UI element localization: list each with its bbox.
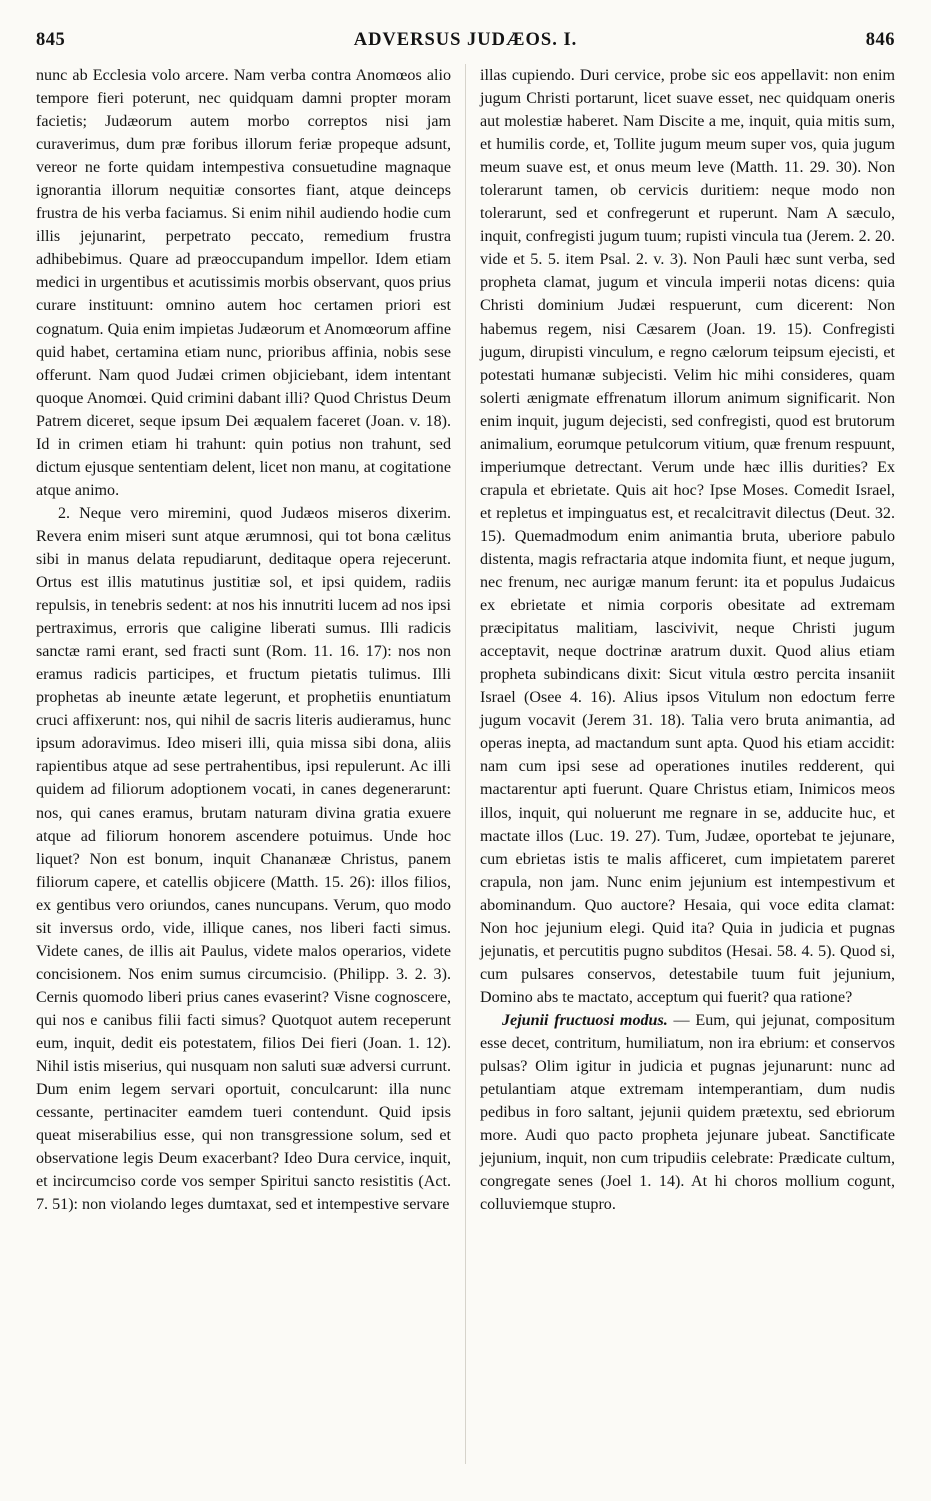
right-column bbox=[480, 64, 895, 1216]
section-body: — Eum, qui jejunat, compositum esse decet, contritum, humiliatum, non ira ebrium: et conservos pulsas? Olim igitur in judicia et pugnas jejunarunt: nunc ad petulantiam atque extremam intemperantiam, dum nudis pedibus in foro saltant, jejunii quidem prætextu, sed ebriorum more. Audi quo pacto propheta jejunare jubeat. Sanctificate jejunium, inquit, non cum tripudiis celebrate: Prædicate cultum, congregate senes (Joel 1. 14). At hi choros mollium cogunt, colluviemque stupro. bbox=[480, 1011, 895, 1214]
section-paragraph bbox=[480, 1009, 895, 1216]
page-number-right: 846 bbox=[865, 30, 895, 50]
page-number-left: 845 bbox=[36, 30, 66, 50]
paragraph: 2. Neque vero miremini, quod Judæos miseros dixerim. Revera enim miseri sunt atque ærumnosi, qui tot bona cælitus sibi in manus delata repudiarunt, deditaque opera rejecerunt. Ortus est illis matutinus justitiæ sol, et ipsi quidem, radiis repulsis, in tenebris sedent: at nos his innutriti lucem ad nos ipsi pertraximus, erroris que caligine liberati sumus. Illi radicis sanctæ rami erant, sed fracti sunt (Rom. 11. 16. 17): nos non eramus radicis participes, et fructum pietatis tulimus. Illi prophetas ab ineunte ætate legerunt, et prophetiis enuntiatum cruci affixerunt: nos, qui nihil de sacris literis audieramus, hunc ipsum adoravimus. Ideo miseri illi, quia missa sibi dona, aliis rapientibus atque ad sese pertrahentibus, ipsi repulerunt. Ac illi quidem ad filiorum adoptionem vocati, in canes degenerarunt: nos, qui canes eramus, brutam naturam divina gratia exuere atque ad filiorum honorem ascendere potuimus. Unde hoc liquet? Non est bonum, inquit Chananææ Christus, panem filiorum capere, et catellis objicere (Matth. 15. 26): illos filios, ex gentibus vero oriundos, canes nuncupans. Verum, quo modo sit inversus ordo, vide, illique canes, nos liberi facti simus. Videte canes, de illis ait Paulus, videte malos operarios, videte concisionem. Nos enim sumus circumcisio. (Philipp. 3. 2. 3). Cernis quomodo liberi prius canes evaserint? Visne cognoscere, qui nos e canibus filii facti simus? Quotquot autem receperunt eum, inquit, dedit eis potestatem, filios Dei fieri (Joan. 1. 12). Nihil istis miserius, qui nusquam non saluti suæ adversi currunt. Dum enim legem servari oportuit, conculcarunt: illa nunc cessante, pertinaciter eamdem tueri contendunt. Quid ipsis queat miserabilius esse, qui non transgressione solum, sed et observatione legis Deum exacerbant? Ideo Dura cervice, inquit, et incircumciso corde vos semper Spiritui sancto resistitis (Act. 7. 51): non violando leges dumtaxat, sed et intempestive servare bbox=[36, 504, 451, 1214]
paragraph: nunc ab Ecclesia volo arcere. Nam verba contra Anomœos alio tempore fieri poterunt, nec quidquam damni propter moram facietis; Judæorum autem morbo correptos nisi jam curaverimus, dum præ foribus illorum feriæ propeque adsunt, vereor ne forte quidam intempestiva consuetudine magnaque ignorantia illorum nequitiæ consortes fiant, atque deinceps frustra de his verba faciamus. Si enim nihil audiendo hodie cum illis jejunarint, perpetrato peccato, remedium frustra adhibebimus. Quare ad præoccupandum impellor. Idem etiam medici in urgentibus et acutissimis morbis observant, quos prius curare instituunt: omnino autem hoc certamen priori est cognatum. Quia enim impietas Judæorum et Anomœorum affine quid habet, certamina etiam nunc, prioribus affinia, nobis sese offerunt. Nam quod Judæi crimen objiciebant, idem intentant quoque Anomœi. Quid crimini dabant illi? Quod Christus Deum Patrem diceret, seque ipsum Dei æqualem faceret (Joan. v. 18). Id in crimen etiam hi trahunt: quin potius non trahunt, sed dictum ejusque sententiam delent, licet non manu, at cogitatione atque animo. bbox=[36, 67, 451, 499]
running-title: ADVERSUS JUDÆOS. I. bbox=[353, 30, 578, 50]
running-header bbox=[36, 30, 895, 56]
column-divider bbox=[465, 64, 466, 1464]
left-column bbox=[36, 64, 451, 1216]
section-title: Jejunii fructuosi modus. bbox=[502, 1011, 668, 1029]
paragraph: illas cupiendo. Duri cervice, probe sic eos appellavit: non enim jugum Christi portarunt, licet suave esset, nec quidquam oneris aut molestiæ haberet. Nam Discite a me, inquit, quia mitis sum, et humilis corde, et, Tollite jugum meum super vos, quia jugum meum suave est, et onus meum leve (Matth. 11. 29. 30). Non tolerarunt tamen, ob cervicis duritiem: neque modo non tolerarunt, sed et confregerunt et ruperunt. Nam A sæculo, inquit, confregisti jugum tuum; rupisti vincula tua (Jerem. 2. 20. vide et 5. 5. item Psal. 2. v. 3). Non Pauli hæc sunt verba, sed propheta clamat, jugum et vincula imperii notas dicens: quia Christi dominium Judæi respuerunt, cum dicerent: Non habemus regem, nisi Cæsarem (Joan. 19. 15). Confregisti jugum, dirupisti vinculum, e regno cælorum teipsum ejecisti, et potestati humanæ subjecisti. Velim hic mihi consideres, quam solerti ænigmate effrenatum illorum animum significarit. Non enim inquit, jugum dejecisti, sed confregisti, quod est brutorum animalium, eorumque petulcorum vitium, quæ frenum respuunt, imperiumque detrectant. Verum unde hæc illis durities? Ex crapula et ebrietate. Quis ait hoc? Ipse Moses. Comedit Israel, et repletus et impinguatus est, et recalcitravit dilectus (Deut. 32. 15). Quemadmodum enim animantia bruta, uberiore pabulo distenta, magis refractaria atque indomita fiunt, et neque jugum, nec frenum, nec aurigæ manum ferunt: ita et populus Judaicus ex ebrietate et nimia corporis obesitate ad extremam præcipitatus malitiam, lascivivit, neque Christi jugum acceptavit, neque doctrinæ aratrum duxit. Quod alius etiam propheta subindicans dixit: Sicut vitula œstro percita insaniit Israel (Osee 4. 16). Alius ipsos Vitulum non edoctum ferre jugum vocavit (Jerem 31. 18). Talia vero bruta animantia, ad operas inepta, ad mactandum sunt apta. Quod his etiam accidit: nam cum ipsi sese ad operationes inutiles redderent, qui mactarentur apti fuerunt. Quare Christus etiam, Inimicos meos illos, inquit, qui noluerunt me regnare in se, adducite huc, et mactate illos (Luc. 19. 27). Tum, Judæe, oportebat te jejunare, cum ebrietas istis te malis afficeret, cum impietatem pareret crapula, non jam. Nunc enim jejunium est intempestivum et abominandum. Quo auctore? Hesaia, qui voce edita clamat: Non hoc jejunium elegi. Quid ita? Quia in judicia et pugnas jejunatis, et percutitis pugno subditos (Hesai. 58. 4. 5). Quod si, cum pulsares conservos, detestabile tuum fuit jejunium, Domino abs te mactato, acceptum qui fuerit? qua ratione? bbox=[480, 67, 895, 1006]
